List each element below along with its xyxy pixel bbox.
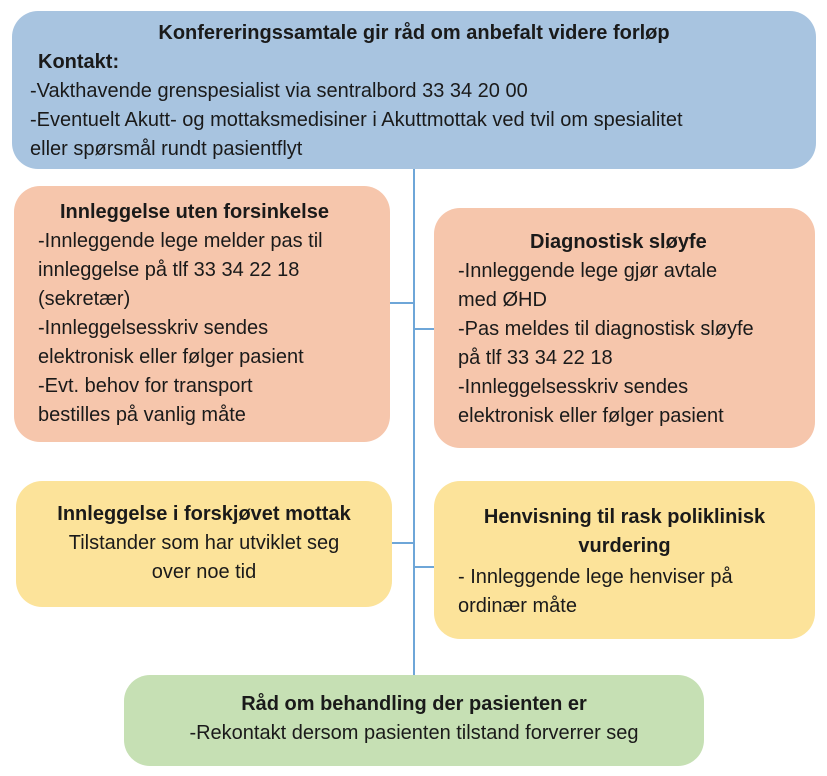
diagnostic-loop-title: Diagnostisk sløyfe <box>530 231 707 253</box>
diagnostic-line: -Innleggende lege gjør avtale <box>458 260 718 282</box>
treatment-advice-title: Råd om behandling der pasienten er <box>241 693 587 715</box>
consultation-box <box>12 11 816 169</box>
connector-branch-top-left <box>390 302 413 304</box>
admission-line: elektronisk eller følger pasient <box>38 346 304 368</box>
diagnostic-line: -Innleggelsesskriv sendes <box>458 376 689 398</box>
treatment-advice-line: -Rekontakt dersom pasienten tilstand forverrer seg <box>189 722 639 744</box>
diagnostic-line: på tlf 33 34 22 18 <box>458 347 613 369</box>
outpatient-referral-box <box>434 481 815 639</box>
consultation-title: Konfereringssamtale gir råd om anbefalt videre forløp <box>158 22 670 44</box>
admission-line: -Innleggelsesskriv sendes <box>38 317 269 339</box>
admission-line: -Innleggende lege melder pas til <box>38 230 323 252</box>
outpatient-referral-line: - Innleggende lege henviser på <box>458 566 733 588</box>
admission-line: bestilles på vanlig måte <box>38 404 246 426</box>
delayed-admission-box <box>16 481 392 607</box>
diagnostic-line: -Pas meldes til diagnostisk sløyfe <box>458 318 754 340</box>
contact-line: -Eventuelt Akutt- og mottaksmedisiner i Akuttmottak ved tvil om spesialitet <box>30 109 683 131</box>
contact-label: Kontakt: <box>38 51 120 73</box>
outpatient-referral-title: Henvisning til rask poliklinisk <box>483 506 766 528</box>
connector-branch-mid-right <box>413 566 434 568</box>
diagnostic-line: med ØHD <box>458 289 547 311</box>
connector-branch-mid-left <box>392 542 413 544</box>
admission-line: innleggelse på tlf 33 34 22 18 <box>38 259 300 281</box>
contact-line: eller spørsmål rundt pasientflyt <box>30 138 303 160</box>
diagnostic-line: elektronisk eller følger pasient <box>458 405 724 427</box>
diagnostic-loop-box <box>434 208 815 448</box>
delayed-admission-line: over noe tid <box>151 561 257 583</box>
admission-without-delay-title: Innleggelse uten forsinkelse <box>60 201 329 223</box>
delayed-admission-line: Tilstander som har utviklet seg <box>68 532 340 554</box>
treatment-advice-box <box>124 675 704 766</box>
admission-without-delay-box <box>14 186 390 442</box>
contact-line: -Vakthavende grenspesialist via sentralbord 33 34 20 00 <box>30 80 528 102</box>
outpatient-referral-title: vurdering <box>578 535 671 557</box>
connector-branch-top-right <box>413 328 434 330</box>
admission-line: (sekretær) <box>38 288 131 310</box>
outpatient-referral-line: ordinær måte <box>458 595 577 617</box>
connector-trunk <box>413 169 415 675</box>
delayed-admission-title: Innleggelse i forskjøvet mottak <box>57 503 351 525</box>
admission-line: -Evt. behov for transport <box>38 375 253 397</box>
